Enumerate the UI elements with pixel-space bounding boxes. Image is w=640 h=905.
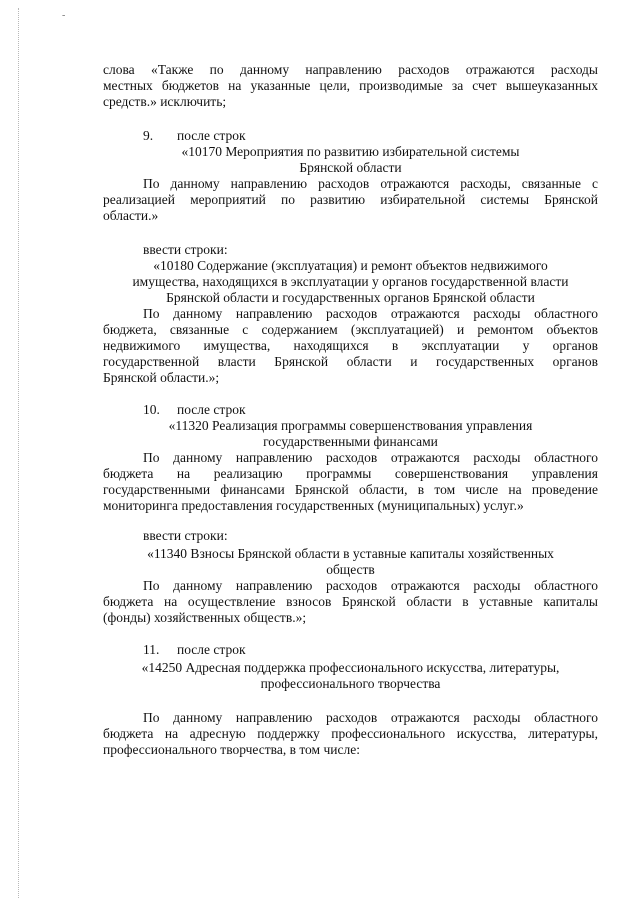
text-line: мониторинга предоставления государственных (муниципальных) услуг.» [103,498,524,513]
text-line: бюджета на осуществление взносов Брянской области в уставные капиталы [103,594,598,609]
scan-edge-marks [18,8,25,898]
insert-label: ввести строки: [143,242,228,257]
text-line: (фонды) хозяйственных обществ.»; [103,610,307,625]
item-label: после строк [177,128,246,143]
title-line: «11320 Реализация программы совершенствования управления [168,418,533,433]
text-line: бюджета на адресную поддержку профессионального искусства, литературы, [103,726,598,741]
title-line: «14250 Адресная поддержка профессионального искусства, литературы, [141,660,560,675]
item-11-body [103,710,598,758]
text-line: бюджета на реализацию программы совершенствования управления [103,466,598,481]
title-line: имущества, находящихся в эксплуатации у органов государственной власти [132,274,569,289]
item-10-new-title [103,546,598,578]
title-line: Брянской области и государственных органов Брянской области [166,290,535,305]
text-line: По данному направлению расходов отражаются расходы областного [143,450,598,465]
title-line: государственными финансами [263,434,438,449]
item-9-heading [103,128,598,144]
text-line: области.» [103,208,159,223]
item-label: после строк [177,402,246,417]
title-line: профессионального творчества [260,676,441,691]
text-line: местных бюджетов на указанные цели, производимые за счет вышеуказанных [103,78,598,93]
item-10-new-body [103,578,598,626]
insert-label: ввести строки: [143,528,228,543]
item-10-heading [103,402,598,418]
text-line: слова «Также по данному направлению расходов отражаются расходы [103,62,598,77]
title-line: Брянской области [299,160,402,175]
text-line: бюджета, связанные с содержанием (эксплуатацией) и ремонтом объектов [103,322,598,337]
item-11-title [103,660,598,692]
text-line: профессионального творчества, в том числе: [103,742,360,757]
text-line: государственными финансами Брянской области, в том числе на проведение [103,482,598,497]
text-line: По данному направлению расходов отражаются расходы областного [143,710,598,725]
text-line: По данному направлению расходов отражаются расходы областного [143,578,598,593]
item-9-title [103,144,598,176]
text-line: средств.» исключить; [103,94,227,109]
item-number: 10. [143,402,160,417]
text-line: Брянской области.»; [103,370,220,385]
item-11-heading [103,642,598,658]
title-line: «10170 Мероприятия по развитию избирательной системы [181,144,520,159]
item-9-new-title [103,258,598,306]
text-line: государственной власти Брянской области и государственных органов [103,354,598,369]
paragraph-exclusion [103,62,598,110]
item-9-new-body [103,306,598,386]
item-9-body [103,176,598,224]
item-number: 11. [143,642,160,657]
corner-mark: - [62,10,66,21]
text-line: По данному направлению расходов отражаются расходы областного [143,306,598,321]
title-line: «11340 Взносы Брянской области в уставные капиталы хозяйственных [147,546,554,561]
item-10-title [103,418,598,450]
title-line: «10180 Содержание (эксплуатация) и ремонт объектов недвижимого [153,258,548,273]
item-10-body [103,450,598,514]
title-line: обществ [326,562,375,577]
text-line: По данному направлению расходов отражаются расходы, связанные с [143,176,598,191]
item-number: 9. [143,128,154,143]
text-line: реализацией мероприятий по развитию избирательной системы Брянской [103,192,598,207]
item-10-insert-label [103,528,598,544]
text-line: недвижимого имущества, находящихся в эксплуатации у органов [103,338,598,353]
item-9-insert-label [103,242,598,258]
item-label: после строк [177,642,246,657]
